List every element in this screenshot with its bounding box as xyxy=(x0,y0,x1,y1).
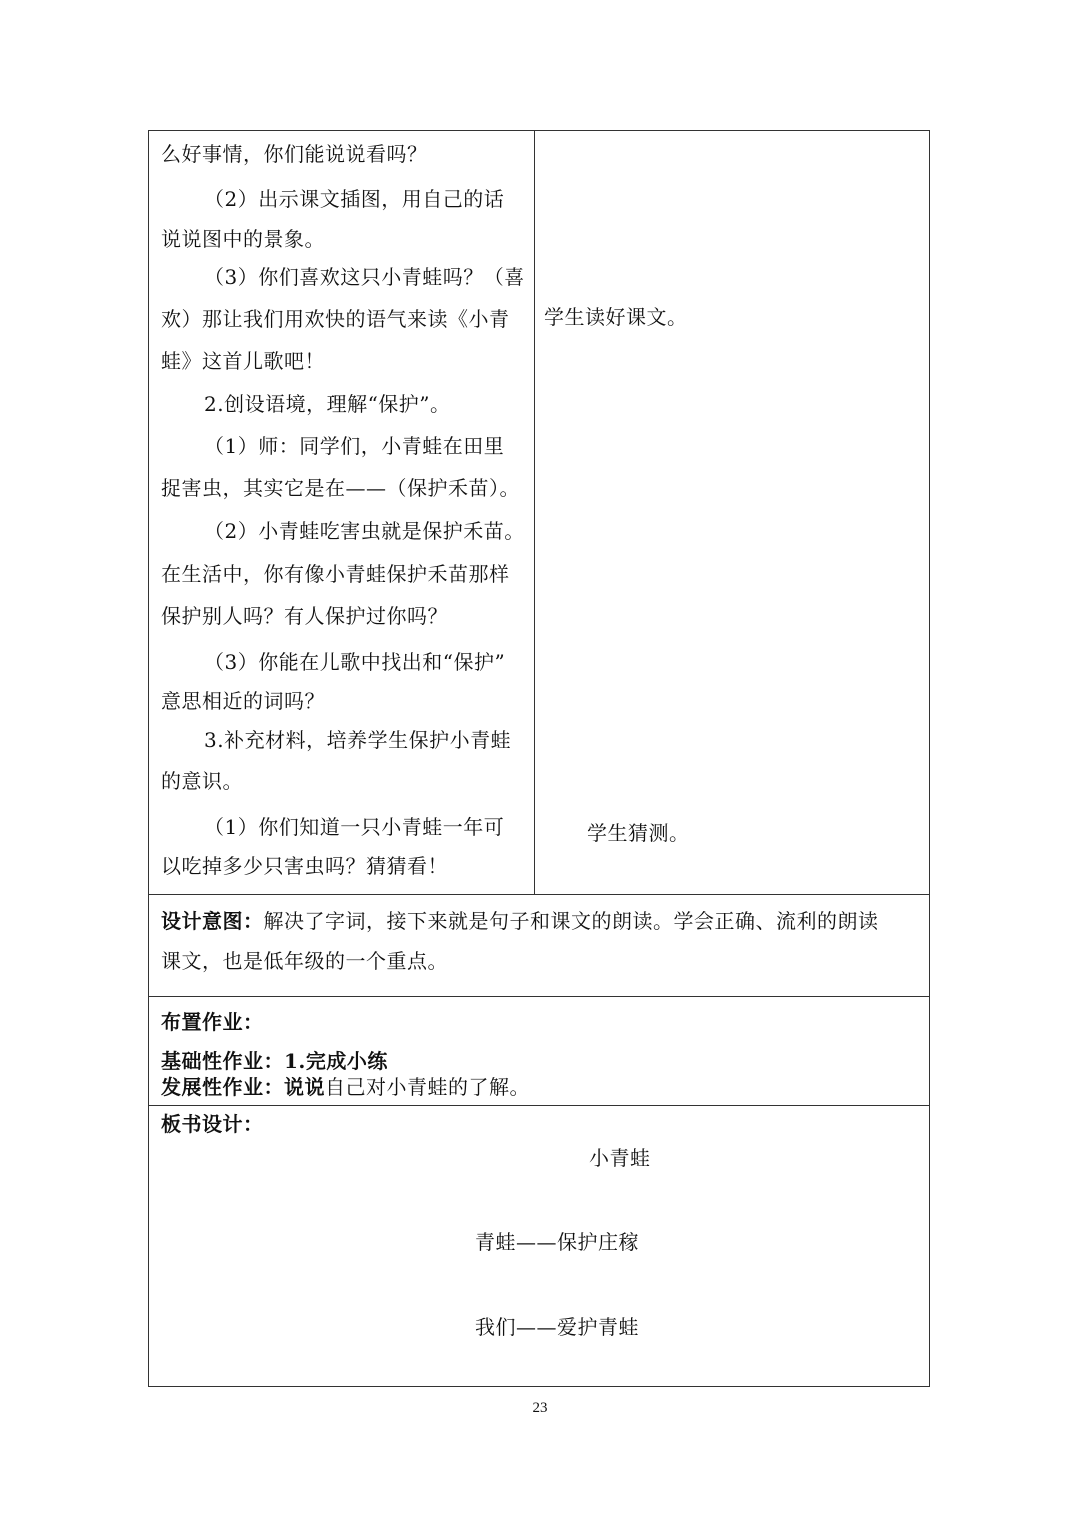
design-intent-text: 解决了字词，接下来就是句子和课文的朗读。学会正确、流利的朗读 xyxy=(263,909,879,933)
text-line: 捉害虫，其实它是在——（保护禾苗）。 xyxy=(161,476,520,500)
board-title: 板书设计： xyxy=(161,1112,264,1136)
text-line: 么好事情，你们能说说看吗？ xyxy=(161,142,428,166)
design-intent-row xyxy=(149,895,929,997)
text-line: 以吃掉多少只害虫吗？猜猜看！ xyxy=(161,854,448,878)
design-intent-line xyxy=(161,907,879,935)
text-line: （3）你们喜欢这只小青蛙吗？（喜 xyxy=(204,265,525,289)
text-line: （1）师：同学们，小青蛙在田里 xyxy=(204,434,505,458)
homework-basic xyxy=(161,1047,388,1075)
text-line: 3.补充材料，培养学生保护小青蛙 xyxy=(204,728,512,752)
text-line: 保护别人吗？有人保护过你吗？ xyxy=(161,604,448,628)
student-note: 学生猜测。 xyxy=(587,821,690,845)
text-line: 欢）那让我们用欢快的语气来读《小青 xyxy=(161,307,510,331)
homework-row xyxy=(149,997,929,1106)
homework-dev xyxy=(161,1073,530,1101)
teaching-process-row xyxy=(149,131,929,895)
homework-dev-label: 发展性作业：说说 xyxy=(161,1075,325,1099)
text-line: 2.创设语境，理解“保护”。 xyxy=(204,392,451,416)
text-line: （3）你能在儿歌中找出和“保护” xyxy=(204,650,506,674)
page-number: 23 xyxy=(532,1400,548,1416)
text-line: 说说图中的景象。 xyxy=(161,227,325,251)
text-line: 蛙》这首儿歌吧！ xyxy=(161,349,325,373)
student-note: 学生读好课文。 xyxy=(544,305,688,329)
text-line: （2）出示课文插图，用自己的话 xyxy=(204,187,505,211)
homework-dev-text: 自己对小青蛙的了解。 xyxy=(325,1075,530,1099)
text-line: （2）小青蛙吃害虫就是保护禾苗。 xyxy=(204,519,525,543)
student-activity-cell xyxy=(535,131,929,894)
board-line: 我们——爱护青蛙 xyxy=(475,1315,639,1339)
board-line: 青蛙——保护庄稼 xyxy=(475,1230,639,1254)
homework-basic-text: 1.完成小练 xyxy=(284,1049,388,1073)
board-design-row xyxy=(149,1106,929,1386)
text-line: （1）你们知道一只小青蛙一年可 xyxy=(204,815,505,839)
text-line: 意思相近的词吗？ xyxy=(161,689,325,713)
lesson-table xyxy=(148,130,930,1387)
homework-title: 布置作业： xyxy=(161,1010,264,1034)
board-heading: 小青蛙 xyxy=(589,1146,651,1170)
design-intent-line: 课文，也是低年级的一个重点。 xyxy=(161,949,448,973)
text-line: 的意识。 xyxy=(161,769,243,793)
text-line: 在生活中，你有像小青蛙保护禾苗那样 xyxy=(161,562,510,586)
homework-basic-label: 基础性作业： xyxy=(161,1049,284,1073)
teacher-activity-cell xyxy=(149,131,535,894)
design-intent-label: 设计意图： xyxy=(161,909,264,933)
